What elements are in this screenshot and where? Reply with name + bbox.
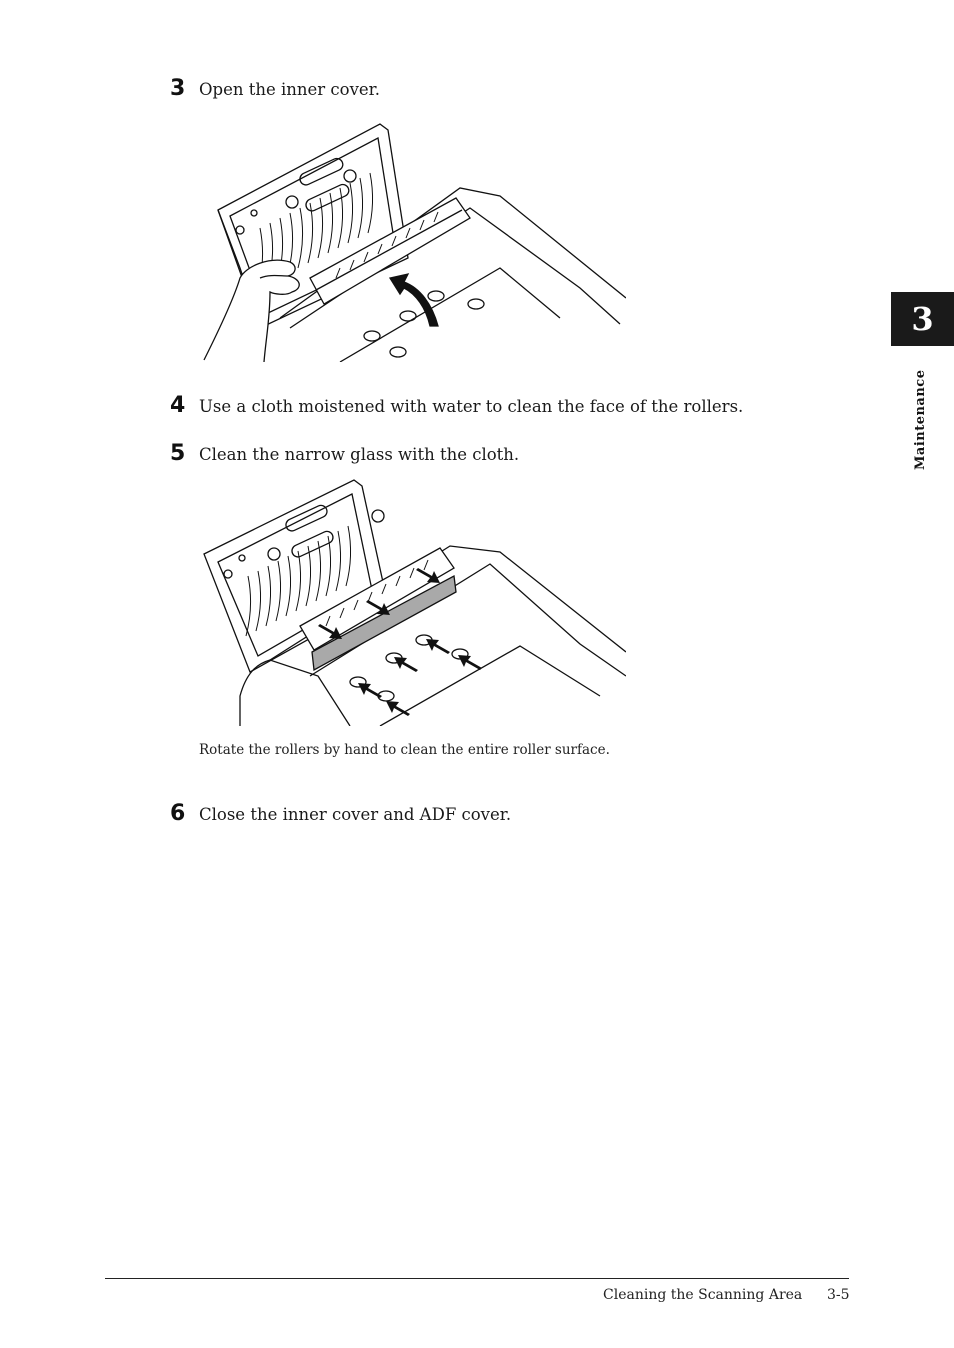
footer-section-title: Cleaning the Scanning Area (603, 1287, 803, 1303)
step-number: 4 (170, 393, 186, 418)
step-6 (170, 801, 511, 826)
step-number: 3 (170, 76, 186, 101)
step-5 (170, 441, 519, 466)
step-text: Clean the narrow glass with the cloth. (199, 445, 520, 464)
step-3 (170, 76, 380, 101)
clean-glass-illustration (200, 476, 626, 726)
footer-divider (105, 1278, 849, 1279)
roller-note: Rotate the rollers by hand to clean the entire roller surface. (199, 742, 610, 758)
step-number: 6 (170, 801, 186, 826)
step-text: Use a cloth moistened with water to clean the face of the rollers. (199, 397, 744, 416)
step-4 (170, 393, 743, 418)
open-inner-cover-illustration (200, 118, 626, 362)
step-text: Open the inner cover. (199, 80, 381, 99)
step-number: 5 (170, 441, 186, 466)
footer-page-number: 3-5 (827, 1287, 850, 1303)
section-side-label: Maintenance (913, 369, 928, 470)
step-text: Close the inner cover and ADF cover. (199, 805, 512, 824)
chapter-tab: 3 (891, 292, 954, 346)
